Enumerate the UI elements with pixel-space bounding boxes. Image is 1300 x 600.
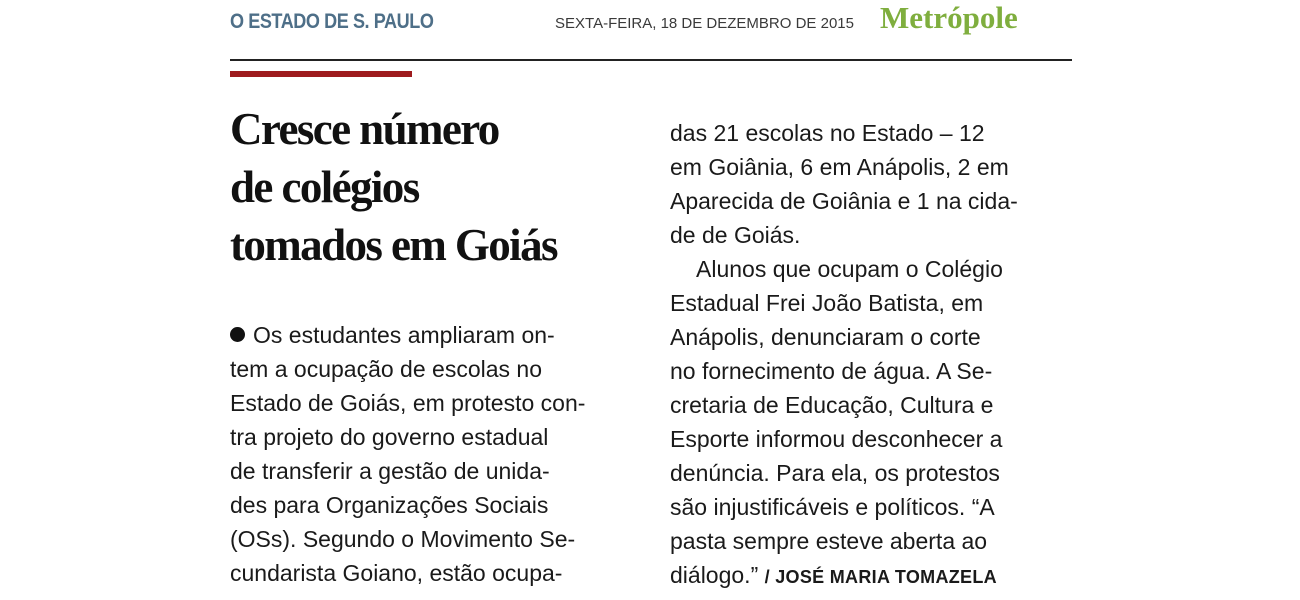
body-line: no fornecimento de água. A Se-: [670, 358, 993, 384]
body-line: das 21 escolas no Estado – 12: [670, 120, 985, 146]
body-text: diálogo.”: [670, 562, 759, 588]
newspaper-page: [230, 0, 1072, 600]
headline-line: de colégios: [230, 162, 419, 212]
body-line: são injustificáveis e políticos. “A: [670, 494, 995, 520]
body-line: (OSs). Segundo o Movimento Se-: [230, 526, 576, 552]
body-line: denúncia. Para ela, os protestos: [670, 460, 1000, 486]
section-name: Metrópole: [880, 0, 1018, 35]
body-line: Estado de Goiás, em protesto con-: [230, 390, 586, 416]
body-line: cundarista Goiano, estão ocupa-: [230, 560, 563, 586]
body-line: tem a ocupação de escolas no: [230, 356, 542, 382]
masthead-rule: [230, 59, 1072, 61]
body-line: [230, 318, 630, 352]
body-line: Alunos que ocupam o Colégio: [696, 256, 1003, 282]
body-line: Esporte informou desconhecer a: [670, 426, 1003, 452]
headline-accent-bar: [230, 71, 412, 77]
body-line: pasta sempre esteve aberta ao: [670, 528, 988, 554]
newspaper-name: O ESTADO DE S. PAULO: [230, 10, 434, 33]
article-column-left: [230, 318, 630, 590]
body-line: de de Goiás.: [670, 222, 801, 248]
body-line: de transferir a gestão de unida-: [230, 458, 550, 484]
body-line: Estadual Frei João Batista, em: [670, 290, 984, 316]
body-line: cretaria de Educação, Cultura e: [670, 392, 994, 418]
publication-date: SEXTA-FEIRA, 18 DE DEZEMBRO DE 2015: [555, 15, 854, 32]
article-headline: [230, 100, 630, 274]
body-line: tra projeto do governo estadual: [230, 424, 549, 450]
headline-line: tomados em Goiás: [230, 220, 557, 270]
body-line: Anápolis, denunciaram o corte: [670, 324, 981, 350]
body-line: Aparecida de Goiânia e 1 na cida-: [670, 188, 1018, 214]
author-byline: / JOSÉ MARIA TOMAZELA: [764, 567, 997, 587]
bullet-icon: [230, 327, 245, 342]
masthead: [230, 0, 1072, 60]
body-line: em Goiânia, 6 em Anápolis, 2 em: [670, 154, 1009, 180]
article-column-right: [670, 116, 1072, 594]
body-line: [670, 558, 1072, 594]
headline-line: Cresce número: [230, 104, 499, 154]
body-text: Os estudantes ampliaram on-: [253, 322, 555, 348]
body-line: des para Organizações Sociais: [230, 492, 549, 518]
